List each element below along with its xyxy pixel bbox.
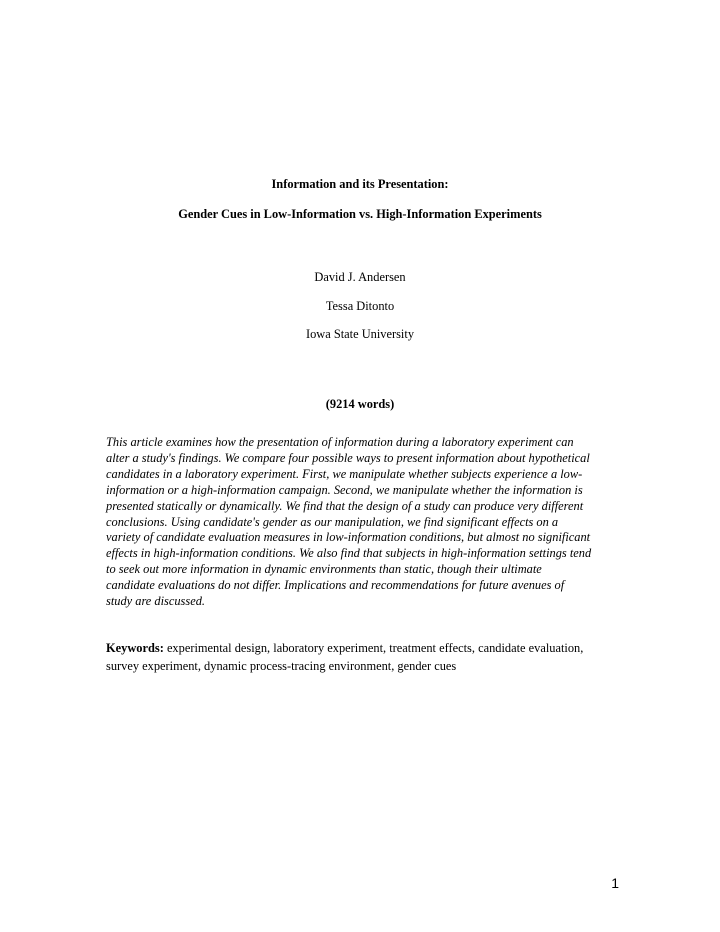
author-2: Tessa Ditonto	[325, 299, 395, 313]
keywords-label: Keywords:	[106, 641, 164, 655]
abstract-line: presented statically or dynamically. We find that the design of a study can produce very different	[106, 498, 584, 513]
keywords-line-1	[106, 639, 626, 657]
abstract-line: candidates in a laboratory experiment. First, we manipulate whether subjects experience a low-	[106, 466, 583, 481]
keywords	[106, 639, 626, 675]
abstract-line: effects in high-information conditions. We also find that subjects in high-information settings tend	[106, 546, 592, 561]
abstract-line: to seek out more information in dynamic environments than static, though their ultimate	[106, 562, 542, 577]
abstract-line: information or a high-information campaign. Second, we manipulate whether the information is	[106, 482, 583, 497]
title-line-1: Information and its Presentation:	[271, 177, 449, 191]
abstract-line: candidate evaluations do not differ. Implications and recommendations for future avenues of	[106, 578, 565, 593]
affiliation: Iowa State University	[305, 327, 415, 341]
title-line-2: Gender Cues in Low-Information vs. High-Information Experiments	[178, 207, 542, 221]
abstract-line: study are discussed.	[106, 594, 205, 609]
abstract-line: conclusions. Using candidate's gender as our manipulation, we find significant effects on a	[106, 514, 559, 529]
keywords-line-2: survey experiment, dynamic process-tracing environment, gender cues	[106, 659, 457, 673]
keywords-text-1: experimental design, laboratory experiment, treatment effects, candidate evaluation,	[166, 641, 584, 655]
abstract-line: This article examines how the presentation of information during a laboratory experiment can	[106, 435, 574, 449]
abstract	[106, 435, 626, 610]
author-1: David J. Andersen	[314, 270, 406, 284]
word-count: (9214 words)	[325, 397, 395, 411]
page-number: 1	[611, 875, 619, 891]
abstract-line: alter a study's findings. We compare four possible ways to present information about hypothetical	[106, 450, 590, 465]
abstract-line: variety of candidate evaluation measures in low-information conditions, but almost no significant	[106, 530, 591, 545]
